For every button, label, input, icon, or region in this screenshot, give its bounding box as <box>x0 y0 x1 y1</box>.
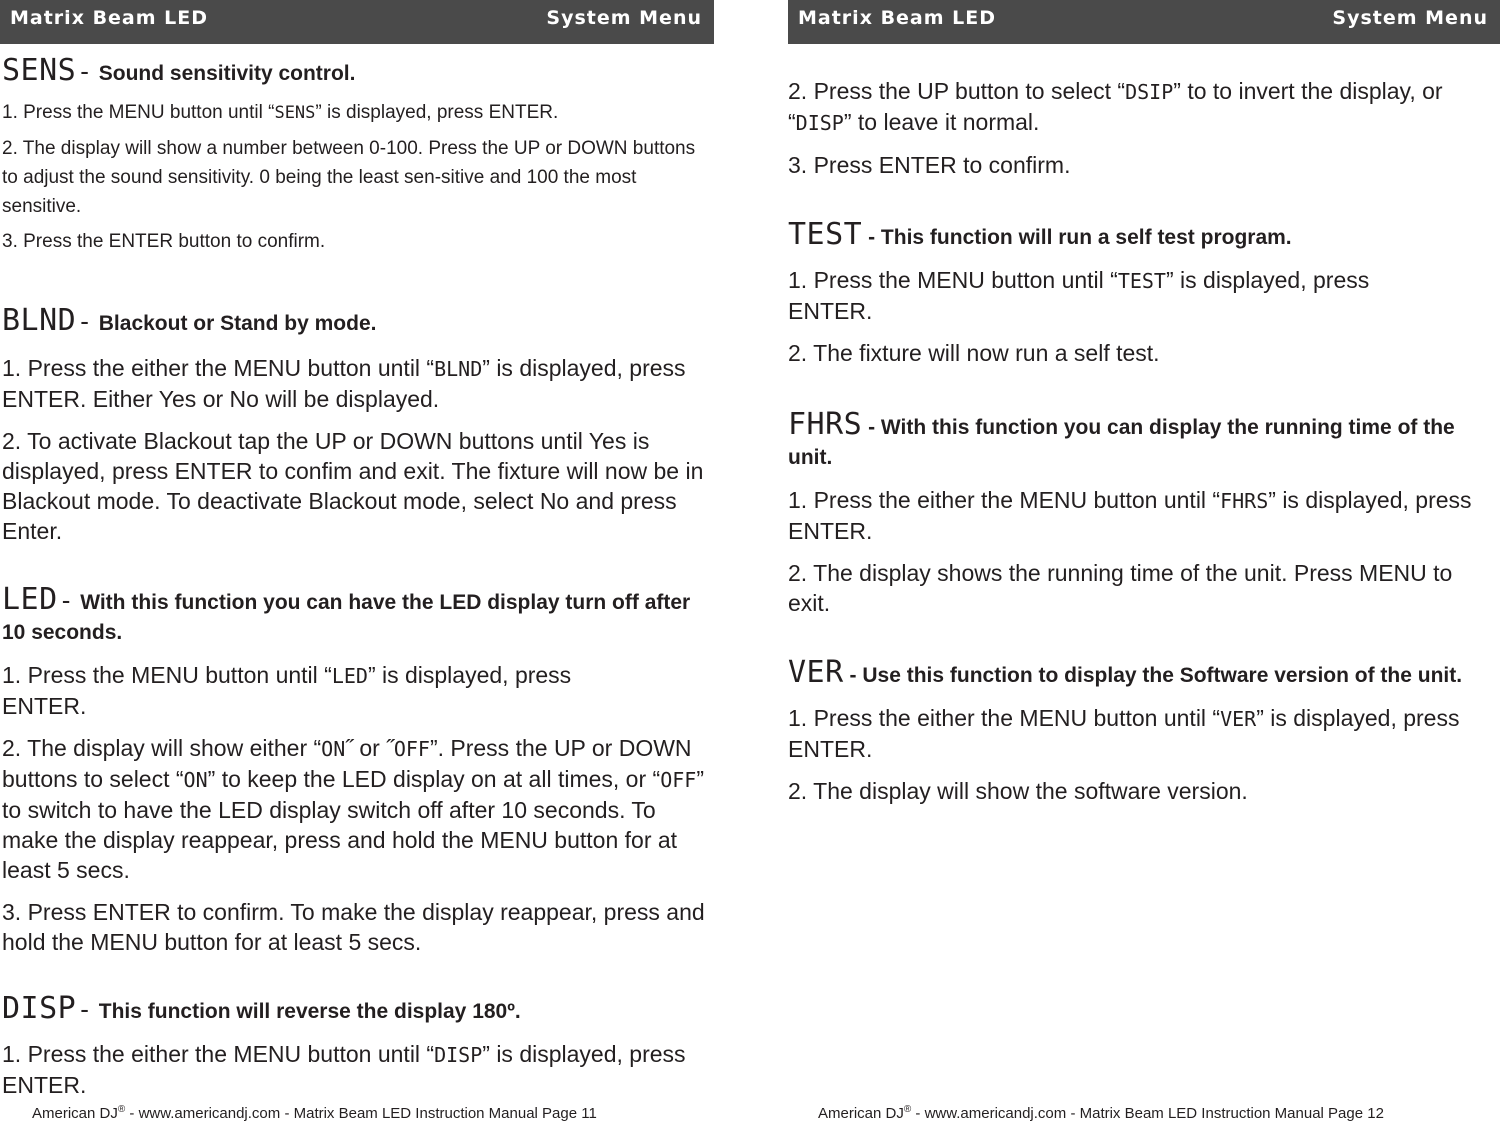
ver-title: - Use this function to display the Software version of the unit. <box>849 664 1463 687</box>
sens-code: SENS <box>2 53 77 88</box>
ver-code: VER <box>788 655 844 690</box>
fhrs-heading <box>788 407 1500 473</box>
led-step-3: 3. Press ENTER to confirm. To make the display reappear, press and hold the MENU button for at least 5 secs. <box>2 899 705 955</box>
section-title: System Menu <box>546 7 702 29</box>
led-heading: LED - With this function you can have the LED display turn off after 10 seconds. <box>2 582 691 644</box>
test-heading <box>788 217 1500 253</box>
led-section <box>2 582 714 957</box>
blnd-heading: BLND - Blackout or Stand by mode. <box>2 303 377 338</box>
blnd-step-2: 2. To activate Blackout tap the UP or DOWN buttons until Yes is displayed, press ENTER to confim and exit. The fixture will now be in Blackout mode. To deactivate Blackout mode, select No and press Enter. <box>2 428 704 544</box>
manual-title: Matrix Beam LED <box>798 7 997 29</box>
led-title: With this function you can have the LED display turn off after 10 seconds. <box>2 591 691 644</box>
page-right <box>788 0 1500 1126</box>
fhrs-section <box>788 407 1500 618</box>
sens-step-2: 2. The display will show a number between 0-100. Press the UP or DOWN buttons to adjust the sound sensitivity. 0 being the least sen-sitive and 100 the most sensitive. <box>2 138 696 217</box>
sens-title: Sound sensitivity control. <box>98 62 356 85</box>
disp-continued <box>788 76 1500 180</box>
fhrs-code: FHRS <box>788 407 863 442</box>
sens-step-3: 3. Press the ENTER button to confirm. <box>2 231 326 252</box>
blnd-title: Blackout or Stand by mode. <box>98 312 377 335</box>
disp-heading: DISP - This function will reverse the display 180º. <box>2 991 521 1026</box>
manual-title: Matrix Beam LED <box>10 7 209 29</box>
ver-section <box>788 655 1500 806</box>
sens-section <box>2 53 714 256</box>
ver-step-1: 1. Press the either the MENU button until “VER” is displayed, press ENTER. <box>788 705 1460 762</box>
test-step-2: 2. The fixture will now run a self test. <box>788 340 1160 366</box>
ver-step-2: 2. The display will show the software version. <box>788 778 1248 804</box>
disp-step-2: 2. Press the UP button to select “DSIP” to to invert the display, or “DISP” to leave it normal. <box>788 78 1443 135</box>
page-footer: American DJ® - www.americandj.com - Matrix Beam LED Instruction Manual Page 11 <box>32 1104 597 1122</box>
page-header <box>788 0 1500 44</box>
disp-step-3: 3. Press ENTER to confirm. <box>788 152 1071 178</box>
sens-step-1: 1. Press the MENU button until “SENS” is displayed, press ENTER. <box>2 102 559 123</box>
test-code: TEST <box>788 217 863 252</box>
page-footer: American DJ® - www.americandj.com - Matrix Beam LED Instruction Manual Page 12 <box>818 1104 1384 1122</box>
ver-heading <box>788 655 1488 691</box>
page-header <box>0 0 714 44</box>
disp-code: DISP <box>2 991 77 1026</box>
fhrs-title: - With this function you can display the running time of the unit. <box>788 416 1455 469</box>
led-code: LED <box>2 582 58 617</box>
fhrs-step-2: 2. The display shows the running time of the unit. Press MENU to exit. <box>788 560 1453 616</box>
fhrs-step-1: 1. Press the either the MENU button until “FHRS” is displayed, press ENTER. <box>788 487 1472 544</box>
section-title: System Menu <box>1332 7 1488 29</box>
test-section <box>788 217 1500 368</box>
blnd-code: BLND <box>2 303 77 338</box>
disp-title: This function will reverse the display 180º. <box>98 1000 521 1023</box>
page-left <box>0 0 714 1126</box>
blnd-step-1: 1. Press the either the MENU button until “BLND” is displayed, press ENTER. Either Yes or No will be displayed. <box>2 355 686 412</box>
test-step-1: 1. Press the MENU button until “TEST” is displayed, press ENTER. <box>788 267 1370 324</box>
blnd-section <box>2 303 714 546</box>
test-title: - This function will run a self test program. <box>868 226 1292 249</box>
sens-heading: SENS - Sound sensitivity control. <box>2 53 356 88</box>
disp-section <box>2 991 714 1100</box>
disp-step-1: 1. Press the either the MENU button until “DISP” is displayed, press ENTER. <box>2 1041 686 1098</box>
led-step-1: 1. Press the MENU button until “LED” is displayed, press ENTER. <box>2 662 572 719</box>
led-step-2: 2. The display will show either “ON˝ or ˝OFF”. Press the UP or DOWN buttons to select “ON” to keep the LED display on at all times, or “OFF” to switch to have the LED display switch off after 10 seconds. To make the display reappear, press and hold the MENU button for at least 5 secs. <box>2 735 704 883</box>
